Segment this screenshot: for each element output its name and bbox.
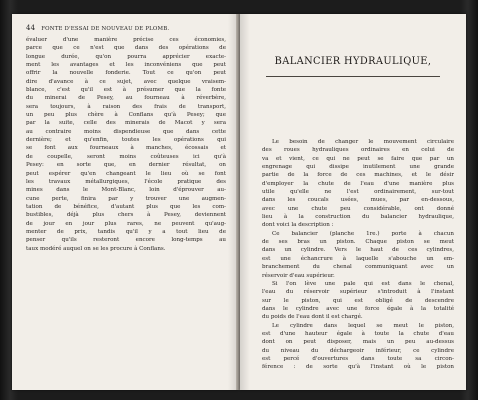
text-line: des roues hydrauliques ordinaires en celui de xyxy=(262,147,454,154)
text-line: d'employer la chute de l'eau d'une manière plus xyxy=(262,180,454,187)
text-line: mines dans le Mont-Blanc, loin d'éprouver au- xyxy=(26,187,226,194)
text-line: taux modéré auquel on se les procure à Conflans. xyxy=(26,245,166,252)
text-line: les travaux métallurgiques, l'école pratique des xyxy=(26,178,226,185)
text-line: sera toujours, à raison des frais de transport, xyxy=(26,103,226,110)
text-line: évaluer d'une manière précise ces économies, xyxy=(26,37,226,43)
text-line: avec une chute peu considérable, ont donné xyxy=(262,205,454,212)
text-line: sur le piston, qui est obligé de descendre xyxy=(262,297,454,304)
text-line: ment les avantages et les inconvéniens que peut xyxy=(26,62,226,69)
text-line: se font aux fourneaux à manches, écossais et xyxy=(26,145,226,152)
text-line: menter de prix, tandis qu'il y a tout lieu de xyxy=(26,228,226,235)
right-page xyxy=(240,14,466,390)
text-line: de ses bras un piston. Chaque piston se meut xyxy=(262,239,454,246)
running-head xyxy=(26,24,228,32)
text-line: férence : de sorte qu'à l'instant où le piston xyxy=(262,364,454,371)
text-line: penser qu'ils resteront encore long-temps au xyxy=(26,237,226,244)
chapter-title: BALANCIER HYDRAULIQUE, xyxy=(274,56,432,67)
text-line: est percé d'ouvertures dans toute sa circon- xyxy=(262,355,454,362)
text-line: cune perte, finira par y trouver une augmen- xyxy=(26,195,226,202)
text-line: un peu plus chère à Conflans qu'à Pesey; que xyxy=(26,112,226,119)
text-line: dont voici la description : xyxy=(262,222,334,229)
text-line: parce que ce n'est que dans des opérations de xyxy=(26,45,226,52)
text-line: dans le cylindre avec une force égale à la totalité xyxy=(262,305,454,312)
text-line: branchement du chenal communiquant avec un xyxy=(262,264,454,271)
title-rule xyxy=(266,76,440,77)
text-line: Le cylindre dans lequel se meut le piston, xyxy=(272,322,454,329)
text-line: bustibles, déjà plus chers à Pesey, deviennent xyxy=(26,212,226,219)
text-line: partie de la force de ces machines, et le désir xyxy=(262,172,454,179)
page-number: 44 xyxy=(26,24,36,32)
left-page xyxy=(12,14,238,390)
text-line: du poids de l'eau dont il est chargé. xyxy=(262,314,363,321)
text-line: utile qu'elle ne l'est ordinairement, sur-tout xyxy=(262,189,454,196)
text-line: est une échancrure à laquelle s'abouche un em- xyxy=(262,255,454,262)
text-line: au contraire moins dispendieuse que dans cette xyxy=(26,128,226,135)
text-line: dans les coucals usées, mues, par en-dessous, xyxy=(262,197,454,204)
text-line: longue durée, qu'on pourra apprécier exacte- xyxy=(26,53,226,60)
text-line: Ce balancier (planche 1re.) porte à chacun xyxy=(272,230,454,237)
text-line: du niveau du déchargeoir inférieur, ce cylindre xyxy=(262,347,454,354)
text-line: dont on peut disposer, mais un peu au-dessus xyxy=(262,339,454,346)
text-line: va et vient, ce qui ne peut se faire que par un xyxy=(262,155,454,162)
text-line: engrenage qui dissipe inutilement une grande xyxy=(262,164,454,171)
right-body-text xyxy=(262,138,454,372)
text-line: l'eau du réservoir supérieur s'introduit à l'instant xyxy=(262,289,454,296)
text-line: de jour en jour plus rares, ne peuvent qu'aug- xyxy=(26,220,226,227)
text-line: offrir la nouvelle fonderie. Tout ce qu'on peut xyxy=(26,70,226,77)
text-line: par la suite, celle des minerais de Macot y sera xyxy=(26,120,226,127)
text-line: peut espérer qu'en changeant le lieu où se font xyxy=(26,170,226,177)
left-body-text xyxy=(26,36,226,253)
text-line: de coupelle, seront moins coûteuses ici qu'à xyxy=(26,153,226,160)
text-line: dire d'avance à ce sujet, avec quelque vraisem- xyxy=(26,78,226,85)
text-line: du minerai de Pesey, au fourneau à réverbère, xyxy=(26,95,226,102)
text-line: Si l'on lève une pale qui est dans le chenal, xyxy=(272,280,454,287)
text-line: dans un cylindre. Vers le haut de ces cylindres, xyxy=(262,247,454,254)
text-line: dernière; et qu'enfin, toutes les opérations qui xyxy=(26,137,226,144)
text-line: Pesey: en sorte que, en dernier résultat, on xyxy=(26,162,226,169)
text-line: tation de bénéfice, d'autant plus que les com- xyxy=(26,203,226,210)
running-head-title: FONTE D'ESSAI DE NOUVEAU DE PLOMB. xyxy=(41,26,170,32)
text-line: blance, c'est qu'il est à présumer que la fonte xyxy=(26,87,226,94)
text-line: Le besoin de changer le mouvement circulaire xyxy=(272,139,454,145)
text-line: lieu à la construction du balancier hydraulique, xyxy=(262,214,454,221)
text-line: réservoir d'eau supérieur. xyxy=(262,272,335,279)
text-line: est d'une hauteur égale à toute la chute d'eau xyxy=(262,330,454,337)
